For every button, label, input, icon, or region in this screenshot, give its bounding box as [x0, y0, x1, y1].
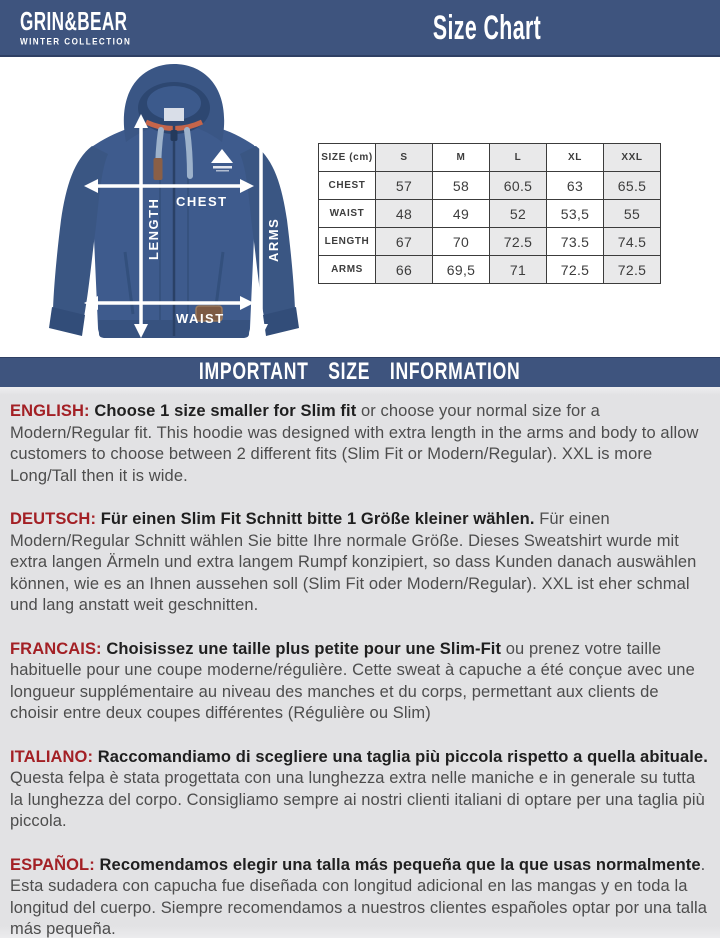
cell: 63 — [547, 172, 604, 200]
arms-arrow-label: ARMS — [266, 217, 281, 262]
size-table-corner-cell: SIZE (cm) — [319, 144, 376, 172]
brand-name: GRIN&BEAR — [20, 6, 128, 37]
size-table-col-xxl: XXL — [604, 144, 661, 172]
banner-text: IMPORTANT SIZE INFORMATION — [199, 358, 521, 385]
cell: 72.5 — [490, 228, 547, 256]
cell: 71 — [490, 256, 547, 284]
table-row-chest — [319, 172, 661, 200]
size-table-col-xl: XL — [547, 144, 604, 172]
cell: 53,5 — [547, 200, 604, 228]
cell: 67 — [376, 228, 433, 256]
cell: 48 — [376, 200, 433, 228]
language-label-italiano: ITALIANO: — [10, 747, 94, 766]
hoodie-image — [28, 60, 320, 354]
info-francais — [10, 639, 710, 725]
cell: 49 — [433, 200, 490, 228]
info-italiano — [10, 747, 710, 833]
header-bar — [0, 0, 720, 57]
language-label-francais: FRANCAIS: — [10, 639, 102, 658]
chest-arrow-label: CHEST — [176, 194, 228, 209]
size-table — [318, 143, 661, 284]
language-label-espanol: ESPAÑOL: — [10, 855, 95, 874]
row-label: LENGTH — [319, 228, 376, 256]
cell: 60.5 — [490, 172, 547, 200]
cell: 69,5 — [433, 256, 490, 284]
info-francais-bold: Choisissez une taille plus petite pour une Slim-Fit — [101, 639, 502, 658]
row-label: WAIST — [319, 200, 376, 228]
cell: 58 — [433, 172, 490, 200]
drawstring-aglet — [154, 158, 163, 180]
brand-collection: WINTER COLLECTION — [20, 35, 132, 47]
important-size-banner — [0, 357, 720, 387]
info-deutsch-text: Für einen Modern/Regular Schnitt wählen Sie bitte Ihre normale Größe. Dieses Sweatshirt wurde mit extra langen Ärmeln und extra langem Rumpf konzipiert, so dass Kunden danach auswählen können, wie es an Ihnen aussehen soll (Slim Fit oder Modern/Regular). XXL ist eher schmal und lang anstatt weit geschnitten. — [10, 510, 697, 614]
size-table-col-m: M — [433, 144, 490, 172]
info-deutsch — [10, 509, 710, 617]
info-espanol-bold: Recomendamos elegir una talla más pequeña que la que usas normalmente — [94, 855, 701, 874]
table-row-arms — [319, 256, 661, 284]
cell: 52 — [490, 200, 547, 228]
hood-label — [164, 108, 184, 121]
page-title: Size Chart — [432, 7, 542, 47]
language-label-deutsch: DEUTSCH: — [10, 510, 97, 528]
info-deutsch-bold: Für einen Slim Fit Schnitt bitte 1 Größe kleiner wählen. — [96, 510, 535, 528]
cell: 74.5 — [604, 228, 661, 256]
hoodie-illustration — [28, 60, 320, 354]
cell: 73.5 — [547, 228, 604, 256]
cell: 70 — [433, 228, 490, 256]
table-row-length — [319, 228, 661, 256]
info-italiano-bold: Raccomandiamo di scegliere una taglia più piccola rispetto a quella abituale. — [93, 747, 708, 766]
product-section — [0, 57, 720, 357]
info-english-bold: Choose 1 size smaller for Slim fit — [89, 402, 357, 420]
info-italiano-text: Questa felpa è stata progettata con una lunghezza extra nelle maniche e in generale su tutta la lunghezza del corpo. Consigliamo sempre ai nostri clienti italiani di optare per una taglia più piccola. — [10, 769, 705, 830]
table-row-waist — [319, 200, 661, 228]
size-table-header-row — [319, 144, 661, 172]
cell: 57 — [376, 172, 433, 200]
language-label-english: ENGLISH: — [10, 402, 90, 420]
waist-arrow-label: WAIST — [176, 311, 225, 326]
info-espanol-text: . Esta sudadera con capucha fue diseñada con longitud adicional en las mangas y en toda la longitud del cuerpo. Siempre recomendamos a nuestros clientes españoles optar por una talla más pequeña. — [10, 855, 708, 938]
brand-logo — [20, 6, 158, 47]
cell: 72.5 — [604, 256, 661, 284]
size-table-col-l: L — [490, 144, 547, 172]
info-francais-text: ou prenez votre taille habituelle pour une coupe moderne/régulière. Cette sweat à capuche a été conçue avec une longueur supplémentaire au niveau des manches et du corps, permettant aux clients de choisir entre deux coupes différentes (Régulière ou Slim) — [10, 639, 695, 722]
row-label: ARMS — [319, 256, 376, 284]
size-table-col-s: S — [376, 144, 433, 172]
size-information-section — [0, 387, 720, 938]
row-label: CHEST — [319, 172, 376, 200]
info-english — [10, 401, 710, 487]
cell: 66 — [376, 256, 433, 284]
cell: 65.5 — [604, 172, 661, 200]
info-espanol — [10, 855, 710, 941]
cell: 72.5 — [547, 256, 604, 284]
cell: 55 — [604, 200, 661, 228]
info-english-text: or choose your normal size for a Modern/Regular fit. This hoodie was designed with extra length in the arms and body to allow customers to choose between 2 different fits (Slim Fit or Modern/Regular). XXL is more Long/Tall then it is wide. — [10, 402, 699, 485]
length-arrow-label: LENGTH — [146, 197, 161, 260]
